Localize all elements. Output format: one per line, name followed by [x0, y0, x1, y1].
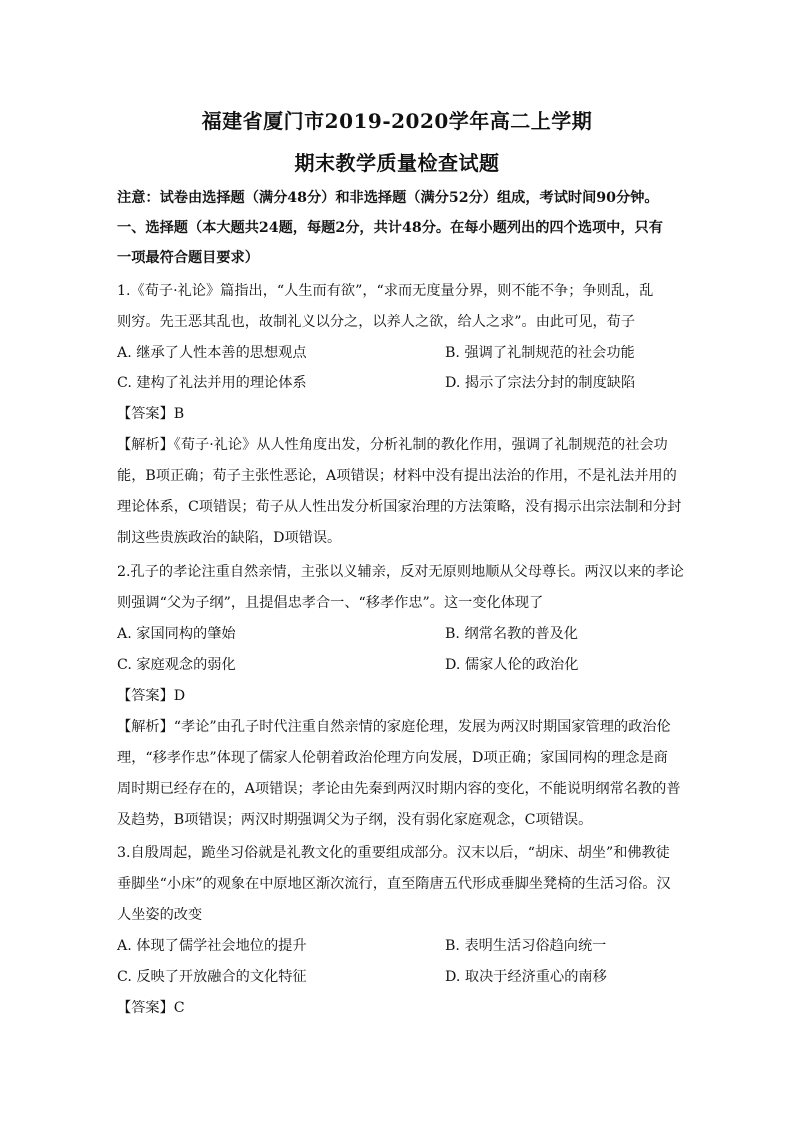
- question-3-stem-cont: 人坐姿的改变: [117, 907, 203, 923]
- question-1-stem: 1.《荀子·礼论》篇指出，“人生而有欲”，“求而无度量分界，则不能不争；争则乱，乱: [117, 283, 654, 299]
- question-3-option-b: B. 表明生活习俗趋向统一: [445, 938, 607, 954]
- question-1-analysis-cont: 能，B项正确；荀子主张性恶论，A项错误；材料中没有提出法治的作用，不是礼法并用的: [117, 468, 677, 484]
- question-1-answer: 【答案】B: [117, 406, 185, 422]
- section-heading-cont: 一项最符合题目要求）: [117, 250, 259, 266]
- question-1-option-c: C. 建构了礼法并用的理论体系: [117, 375, 307, 391]
- question-1-stem-cont: 则穷。先王恶其乱也，故制礼义以分之，以养人之欲，给人之求”。由此可见，荀子: [117, 314, 636, 330]
- question-1-analysis-cont: 理论体系，C项错误；荀子从人性出发分析国家治理的方法策略，没有揭示出宗法制和分封: [117, 499, 682, 515]
- question-1-analysis-cont: 制这些贵族政治的缺陷，D项错误。: [117, 530, 342, 546]
- question-3-stem: 3.自殷周起，跪坐习俗就是礼教文化的重要组成部分。汉末以后，“胡床、胡坐”和佛教徒: [117, 845, 670, 861]
- question-2-option-b: B. 纲常名教的普及化: [445, 626, 578, 642]
- question-2-stem-cont: 则强调“父为子纲”，且提倡忠孝合一、“移孝作忠”。这一变化体现了: [117, 595, 544, 611]
- question-3-option-d: D. 取决于经济重心的南移: [445, 969, 607, 985]
- question-2-option-a: A. 家国同构的肇始: [117, 626, 236, 642]
- question-3-answer: 【答案】C: [117, 1000, 185, 1016]
- question-1-option-a: A. 继承了人性本善的思想观点: [117, 345, 307, 361]
- question-2-analysis-cont: 理，“移孝作忠”体现了儒家人伦朝着政治伦理方向发展，D项正确；家国同构的理念是商: [117, 750, 668, 766]
- question-1-analysis: 【解析】《荀子·礼论》从人性角度出发，分析礼制的教化作用，强调了礼制规范的社会功: [117, 437, 668, 453]
- question-2-analysis-cont: 及趋势，B项错误；两汉时期强调父为子纲，没有弱化家庭观念，C项错误。: [117, 812, 593, 828]
- question-3-option-a: A. 体现了儒学社会地位的提升: [117, 938, 307, 954]
- question-3-stem-cont: 垂脚坐“小床”的观象在中原地区渐次流行，直至隋唐五代形成垂脚坐凳椅的生活习俗。汉: [117, 876, 671, 892]
- question-2-analysis-cont: 周时期已经存在的，A项错误；孝论由先秦到两汉时期内容的变化，不能说明纲常名教的普: [117, 781, 681, 797]
- question-1-option-d: D. 揭示了宗法分封的制度缺陷: [445, 375, 636, 391]
- question-3-option-c: C. 反映了开放融合的文化特征: [117, 969, 307, 985]
- question-2-stem: 2.孔子的孝论注重自然亲情，主张以义辅亲，反对无原则地顺从父母尊长。两汉以来的孝论: [117, 564, 684, 580]
- question-2-analysis: 【解析】“孝论”由孔子时代注重自然亲情的家庭伦理，发展为两汉时期国家管理的政治伦: [117, 719, 671, 735]
- question-2-answer: 【答案】D: [117, 688, 186, 704]
- question-2-option-d: D. 儒家人伦的政治化: [445, 657, 579, 673]
- question-1-option-b: B. 强调了礼制规范的社会功能: [445, 345, 635, 361]
- exam-subtitle: 期末教学质量检查试题: [294, 151, 500, 175]
- exam-notice: 注意：试卷由选择题（满分48分）和非选择题（满分52分）组成，考试时间90分钟。: [117, 190, 659, 206]
- question-2-option-c: C. 家庭观念的弱化: [117, 657, 236, 673]
- section-heading: 一、选择题（本大题共24题，每题2分，共计48分。在每小题列出的四个选项中，只有: [117, 220, 663, 236]
- exam-title: 福建省厦门市2019-2020学年高二上学期: [201, 109, 593, 133]
